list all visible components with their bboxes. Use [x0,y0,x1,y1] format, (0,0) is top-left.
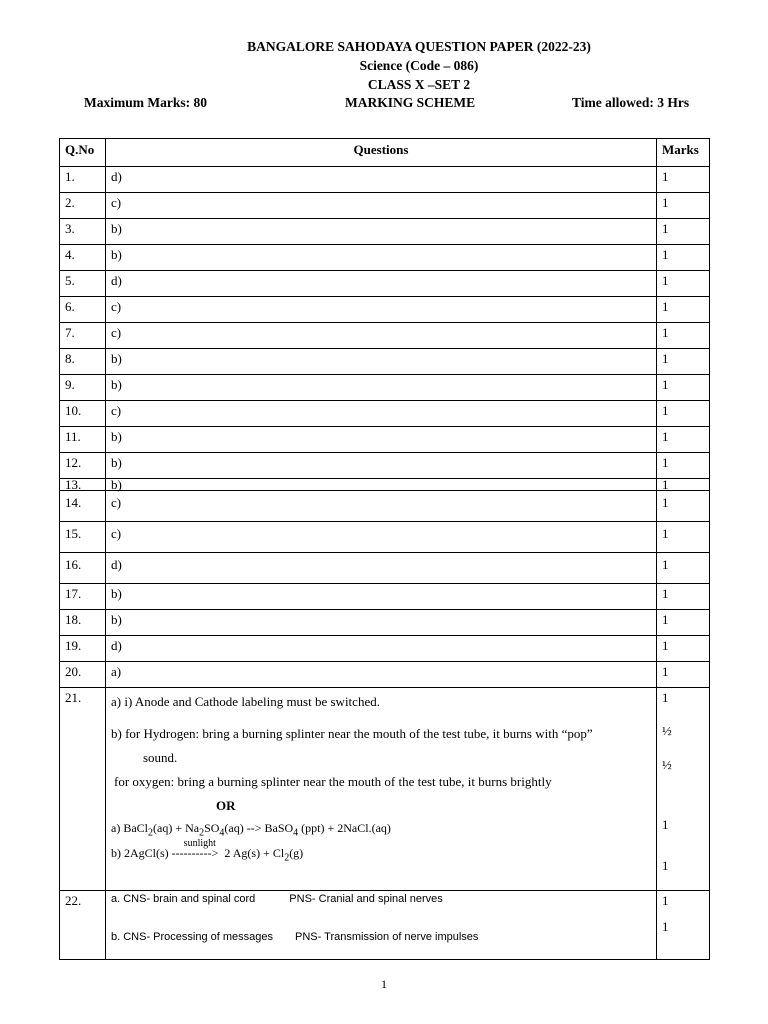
question-number: 14. [60,491,106,522]
q21-b-hydrogen-cont: sound. [143,750,178,765]
table-row [60,297,710,323]
question-number: 17. [60,584,106,610]
marks-value: 1 [657,491,710,522]
marks-value: 1 [657,636,710,662]
question-number: 9. [60,375,106,401]
table-row [60,193,710,219]
page-number: 1 [381,977,387,991]
answer-option: b) [106,349,657,375]
table-row [60,401,710,427]
answer-option: c) [106,491,657,522]
q21-or: OR [216,798,236,813]
paper-title: BANGALORE SAHODAYA QUESTION PAPER (2022-23) [247,39,591,54]
header-marks: Marks [657,139,710,167]
marks-value: 1 [657,453,710,479]
table-row [60,491,710,522]
q21-answer [106,688,657,891]
answer-option: b) [106,453,657,479]
q22-no: 22. [60,891,106,960]
q21-mark-1: 1 [662,690,669,705]
answer-option: b) [106,479,657,491]
question-number: 16. [60,553,106,584]
marking-scheme-table [59,138,710,960]
q22-marks [657,891,710,960]
answer-option: d) [106,553,657,584]
answer-option: b) [106,610,657,636]
question-number: 12. [60,453,106,479]
table-row [60,271,710,297]
table-row [60,522,710,553]
q22-a: a. CNS- brain and spinal cord PNS- Cranial and spinal nerves [111,893,443,905]
marks-value: 1 [657,401,710,427]
q21-b-hydrogen: b) for Hydrogen: bring a burning splinter near the mouth of the test tube, it burns with “pop” [111,726,593,741]
question-number: 10. [60,401,106,427]
question-number: 11. [60,427,106,453]
table-row [60,662,710,688]
q21-mark-3: ½ [662,757,672,772]
answer-option: c) [106,297,657,323]
time-allowed: Time allowed: 3 Hrs [572,95,690,110]
marks-value: 1 [657,553,710,584]
q22-mark-2: 1 [662,919,669,934]
question-number: 5. [60,271,106,297]
answer-option: c) [106,193,657,219]
question-number: 13. [60,479,106,491]
answer-option: b) [106,375,657,401]
table-row [60,610,710,636]
marks-value: 1 [657,219,710,245]
question-number: 20. [60,662,106,688]
sunlight-label: sunlight [183,838,216,850]
question-number: 15. [60,522,106,553]
question-number: 1. [60,167,106,193]
q21-equation-a: a) BaCl$_2$(aq) + $Na_2SO_4(aq)$ --> BaSO$_4$ (ppt) + 2NaCl.(aq) [111,821,391,839]
answer-option: c) [106,522,657,553]
answer-option: d) [106,271,657,297]
marks-value: 1 [657,610,710,636]
header-qno: Q.No [60,139,106,167]
answer-option: c) [106,401,657,427]
marks-value: 1 [657,427,710,453]
subject-line: Science (Code – 086) [359,58,479,73]
q21-marks [657,688,710,891]
marks-value: 1 [657,584,710,610]
answer-option: d) [106,167,657,193]
marks-value: 1 [657,323,710,349]
question-number: 18. [60,610,106,636]
question-number: 3. [60,219,106,245]
question-number: 8. [60,349,106,375]
q21-no: 21. [60,688,106,891]
q21-mark-5: 1 [662,858,669,873]
answer-option: b) [106,245,657,271]
table-row [60,375,710,401]
marks-value: 1 [657,522,710,553]
q21-equation-b: b) 2AgCl(s) sunlight ----------> 2 $Ag(s) + Cl_2(g)$ [111,843,651,868]
marking-scheme-title: MARKING SCHEME [345,95,476,110]
marks-value: 1 [657,375,710,401]
table-row [60,453,710,479]
class-line: CLASS X –SET 2 [367,77,471,92]
question-number: 4. [60,245,106,271]
q21-b-oxygen: for oxygen: bring a burning splinter near the mouth of the test tube, it burns brightly [114,774,552,789]
q21-row [60,688,710,891]
max-marks: Maximum Marks: 80 [84,95,207,110]
table-row [60,167,710,193]
question-number: 7. [60,323,106,349]
marks-value: 1 [657,245,710,271]
marks-value: 1 [657,479,710,491]
marks-value: 1 [657,167,710,193]
header-questions: Questions [106,139,657,167]
q21-a-i: a) i) Anode and Cathode labeling must be switched. [111,694,380,709]
q21-mark-2: ½ [662,723,672,738]
marks-value: 1 [657,662,710,688]
question-number: 19. [60,636,106,662]
marks-value: 1 [657,271,710,297]
q22-b: b. CNS- Processing of messages PNS- Transmission of nerve impulses [111,931,479,943]
table-row [60,245,710,271]
table-row [60,219,710,245]
q22-row [60,891,710,960]
table-row [60,479,710,491]
table-row [60,636,710,662]
answer-option: b) [106,219,657,245]
q22-mark-1: 1 [662,893,669,908]
question-number: 6. [60,297,106,323]
answer-rows [60,167,710,960]
answer-option: a) [106,662,657,688]
table-row [60,349,710,375]
table-row [60,584,710,610]
marks-value: 1 [657,349,710,375]
table-header-row [60,139,710,167]
q21-mark-4: 1 [662,817,669,832]
q22-answer [106,891,657,960]
table-row [60,553,710,584]
marks-value: 1 [657,297,710,323]
answer-option: b) [106,584,657,610]
table-row [60,427,710,453]
answer-option: c) [106,323,657,349]
answer-option: d) [106,636,657,662]
marks-value: 1 [657,193,710,219]
question-number: 2. [60,193,106,219]
table-row [60,323,710,349]
answer-option: b) [106,427,657,453]
